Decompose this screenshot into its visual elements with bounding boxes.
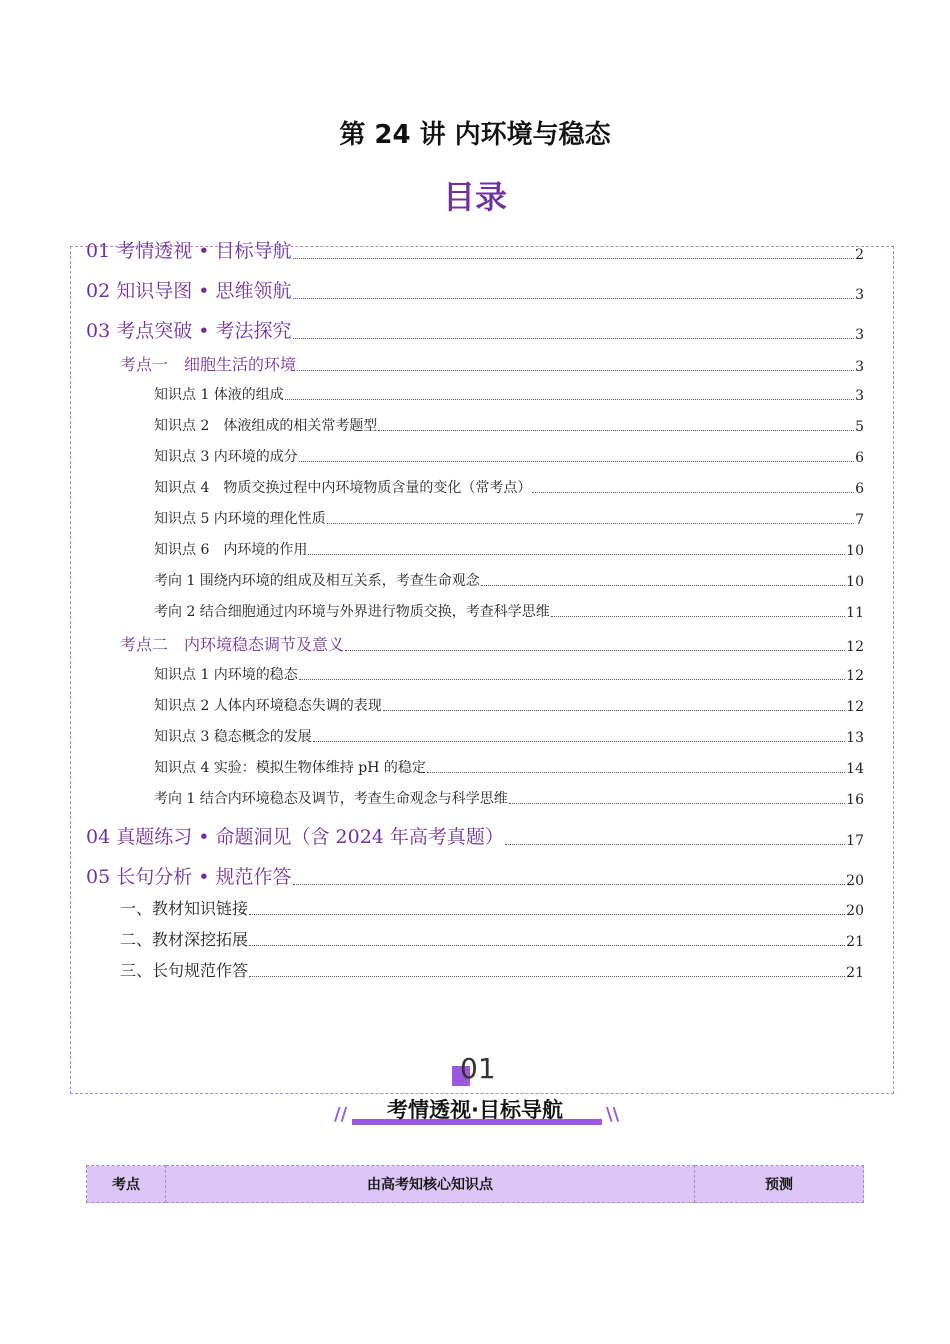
toc-leader-dots — [313, 740, 845, 742]
toc-entry-text: 知识点 5 内环境的理化性质 — [154, 511, 326, 527]
toc-leader-dots — [293, 297, 855, 299]
toc-entry[interactable] — [154, 446, 864, 466]
toc-leader-dots — [481, 584, 845, 586]
toc-page-number: 3 — [855, 359, 864, 375]
toc-entry[interactable] — [154, 788, 864, 808]
toc-entry[interactable] — [154, 477, 864, 497]
toc-leader-dots — [293, 883, 846, 885]
toc-page-number: 12 — [846, 699, 864, 715]
toc-entry-text: 01 考情透视 • 目标导航 — [86, 240, 292, 262]
toc-entry[interactable] — [154, 601, 864, 621]
toc-page-number: 13 — [846, 730, 864, 746]
toc-entry[interactable] — [86, 862, 864, 889]
toc-entry[interactable] — [154, 539, 864, 559]
toc-entry-text: 考向 1 围绕内环境的组成及相互关系，考查生命观念 — [154, 573, 480, 589]
toc-entry-text: 考向 2 结合细胞通过内环境与外界进行物质交换，考查科学思维 — [154, 604, 550, 620]
toc-leader-dots — [427, 771, 845, 773]
toc-entry-text: 知识点 6 内环境的作用 — [154, 542, 308, 558]
toc-page-number: 11 — [846, 605, 864, 621]
toc-page-number: 10 — [846, 543, 864, 559]
toc-entry-text: 知识点 3 稳态概念的发展 — [154, 729, 312, 745]
toc-page-number: 6 — [855, 450, 864, 466]
toc-entry[interactable] — [120, 896, 864, 919]
toc-leader-dots — [293, 257, 855, 259]
toc-entry-text: 知识点 1 内环境的稳态 — [154, 667, 298, 683]
toc-page-number: 10 — [846, 574, 864, 590]
toc-page-number: 6 — [855, 481, 864, 497]
toc-page-number: 5 — [855, 419, 864, 435]
toc-leader-dots — [249, 944, 845, 946]
toc-entry-text: 知识点 4 物质交换过程中内环境物质含量的变化（常考点） — [154, 480, 532, 496]
toc-leader-dots — [378, 429, 854, 431]
table-header-cell: 预测 — [695, 1166, 864, 1203]
table-header-cell: 考点 — [87, 1166, 166, 1203]
toc-entry-text: 考点一 细胞生活的环境 — [120, 355, 297, 374]
toc-leader-dots — [327, 522, 854, 524]
toc-entry-text: 一、教材知识链接 — [120, 899, 249, 918]
toc-page-number: 21 — [846, 965, 864, 981]
toc-leader-dots — [297, 369, 854, 371]
toc-page-number: 20 — [846, 873, 864, 889]
toc-entry[interactable] — [120, 352, 864, 375]
slash-right-icon: \\ — [606, 1104, 620, 1125]
page-title: 第 24 讲 内环境与稳态 — [339, 120, 611, 150]
section-title: 考情透视·目标导航 — [387, 1098, 563, 1122]
toc-leader-dots — [551, 615, 845, 617]
toc-entry[interactable] — [154, 415, 864, 435]
toc-entry[interactable] — [120, 632, 864, 655]
toc-entry[interactable] — [120, 958, 864, 981]
toc-page-number: 12 — [846, 668, 864, 684]
toc-leader-dots — [293, 337, 855, 339]
toc-entry-text: 02 知识导图 • 思维领航 — [86, 280, 292, 302]
table-header-cell: 由高考知核心知识点 — [166, 1166, 695, 1203]
toc-page-number: 2 — [855, 247, 864, 263]
toc-entry[interactable] — [154, 726, 864, 746]
toc-entry[interactable] — [154, 508, 864, 528]
toc-entry[interactable] — [86, 822, 864, 849]
toc-heading: 目录 — [442, 178, 507, 216]
toc-page-number: 3 — [855, 388, 864, 404]
toc-page-number: 3 — [855, 327, 864, 343]
toc-entry[interactable] — [86, 316, 864, 343]
toc-page-number: 21 — [846, 934, 864, 950]
toc-entry-text: 知识点 4 实验：模拟生物体维持 pH 的稳定 — [154, 760, 426, 776]
slash-left-icon: // — [334, 1104, 348, 1125]
toc-entry[interactable] — [86, 236, 864, 263]
toc-entry-text: 二、教材深挖拓展 — [120, 930, 249, 949]
section-number: 01 — [460, 1052, 496, 1085]
toc-page-number: 3 — [855, 287, 864, 303]
toc-page-number: 20 — [846, 903, 864, 919]
toc-entry-text: 知识点 2 人体内环境稳态失调的表现 — [154, 698, 382, 714]
toc-entry[interactable] — [120, 927, 864, 950]
toc-entry-text: 知识点 3 内环境的成分 — [154, 449, 298, 465]
toc-page-number: 12 — [846, 639, 864, 655]
toc-leader-dots — [299, 460, 854, 462]
toc-entry[interactable] — [154, 664, 864, 684]
toc-entry[interactable] — [86, 276, 864, 303]
toc-leader-dots — [249, 975, 845, 977]
toc-leader-dots — [505, 843, 845, 845]
toc-entry[interactable] — [154, 570, 864, 590]
toc-leader-dots — [345, 649, 845, 651]
toc-leader-dots — [509, 802, 845, 804]
toc-leader-dots — [532, 491, 854, 493]
toc-entry[interactable] — [154, 384, 864, 404]
toc-entry[interactable] — [154, 695, 864, 715]
toc-page-number: 16 — [846, 792, 864, 808]
toc-page-number: 7 — [855, 512, 864, 528]
toc-entry-text: 05 长句分析 • 规范作答 — [86, 866, 292, 888]
toc-leader-dots — [383, 709, 845, 711]
toc-entry-text: 知识点 1 体液的组成 — [154, 387, 284, 403]
toc-leader-dots — [308, 553, 845, 555]
toc-leader-dots — [249, 913, 845, 915]
toc-page-number: 17 — [846, 833, 864, 849]
toc-entry-text: 三、长句规范作答 — [120, 961, 249, 980]
toc-leader-dots — [299, 678, 845, 680]
toc-leader-dots — [285, 398, 854, 400]
toc-page-number: 14 — [846, 761, 864, 777]
goal-table — [86, 1165, 864, 1203]
toc-entry-text: 03 考点突破 • 考法探究 — [86, 320, 292, 342]
toc-entry-text: 知识点 2 体液组成的相关常考题型 — [154, 418, 378, 434]
toc-entry-text: 考向 1 结合内环境稳态及调节，考查生命观念与科学思维 — [154, 791, 508, 807]
toc-entry[interactable] — [154, 757, 864, 777]
toc-entry-text: 04 真题练习 • 命题洞见（含 2024 年高考真题） — [86, 826, 504, 848]
toc-entry-text: 考点二 内环境稳态调节及意义 — [120, 635, 345, 654]
